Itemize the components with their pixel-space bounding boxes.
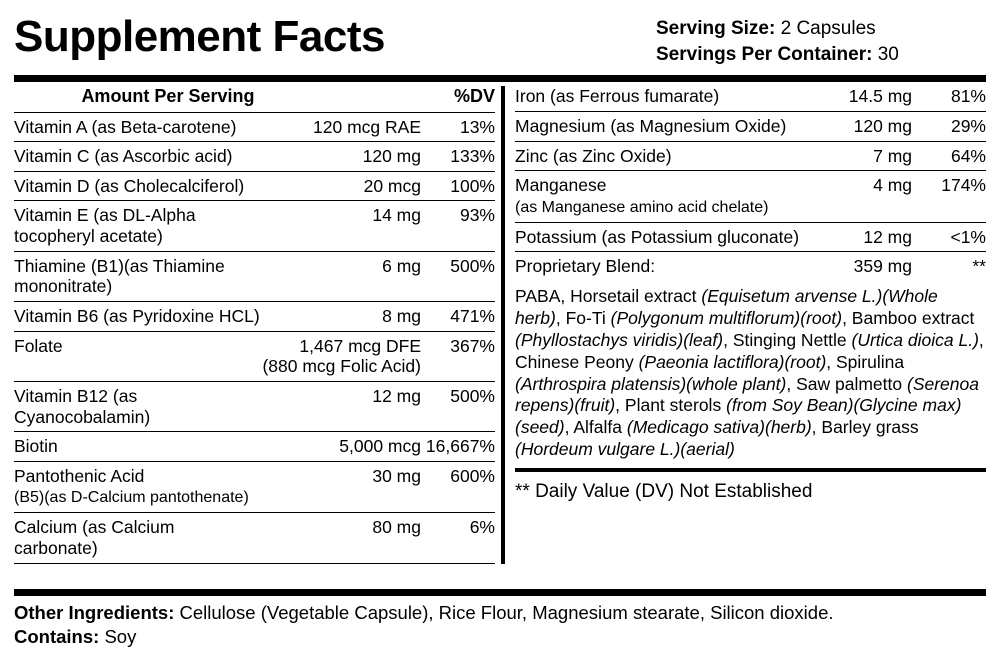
table-row — [515, 252, 986, 281]
ingredient-name: , Stinging Nettle — [723, 329, 852, 350]
nutrient-name: Pantothenic Acid — [14, 465, 145, 486]
table-row — [14, 251, 495, 301]
table-row — [14, 171, 495, 201]
nutrient-amount: 120 mcg RAE — [262, 112, 421, 142]
nutrient-name: Vitamin A (as Beta-carotene) — [14, 112, 262, 142]
table-row — [14, 201, 495, 251]
serving-size-value: 2 Capsules — [780, 18, 876, 39]
nutrient-name: Calcium (as Calcium carbonate) — [14, 513, 262, 563]
ingredient-latin-name: (Paeonia lactiflora)(root) — [638, 351, 827, 372]
ingredient-name: , Spirulina — [826, 351, 905, 372]
left-table-body — [14, 82, 495, 563]
servings-per-container-line — [656, 42, 986, 68]
nutrient-name-sub: (as Manganese amino acid chelate) — [515, 198, 769, 216]
table-row — [14, 302, 495, 332]
nutrient-amount: 14 mg — [262, 201, 421, 251]
proprietary-blend-dv: ** — [972, 256, 986, 277]
nutrient-amount: 1,467 mcg DFE — [299, 335, 421, 356]
nutrient-name: Zinc (as Zinc Oxide) — [515, 141, 840, 171]
table-row — [14, 432, 495, 462]
nutrient-name: Manganese — [515, 175, 607, 196]
amount-per-serving-header: Amount Per Serving — [14, 82, 262, 112]
amount-header-spacer — [262, 82, 421, 112]
table-row — [515, 82, 986, 111]
other-ingredients-value: Cellulose (Vegetable Capsule), Rice Flour, Magnesium stearate, Silicon dioxide. — [179, 601, 834, 623]
other-ingredients-label: Other Ingredients: — [14, 601, 175, 623]
nutrient-dv: 174% — [912, 171, 986, 223]
right-nutrient-table — [515, 82, 986, 281]
nutrient-amount-group — [262, 331, 421, 381]
nutrient-name: Vitamin E (as DL-Alpha tocopheryl acetate) — [14, 201, 262, 251]
nutrient-amount: 5,000 mcg — [262, 432, 421, 462]
nutrient-dv: <1% — [912, 222, 986, 252]
nutrient-amount: 120 mg — [840, 111, 912, 141]
table-row — [14, 513, 495, 563]
nutrient-amount: 6 mg — [262, 251, 421, 301]
nutrient-dv: 100% — [421, 171, 495, 201]
ingredient-latin-name: (Hordeum vulgare L.)(aerial) — [515, 439, 735, 460]
left-column — [14, 82, 501, 563]
right-table-body — [515, 82, 986, 281]
ingredient-name: , Bamboo extract — [842, 307, 975, 328]
nutrient-name: Vitamin D (as Cholecalciferol) — [14, 171, 262, 201]
percent-dv-header: %DV — [421, 82, 495, 112]
header-divider — [14, 75, 986, 82]
nutrient-name: Vitamin B12 (as Cyanocobalamin) — [14, 381, 262, 431]
nutrient-amount: 120 mg — [262, 142, 421, 172]
right-column — [515, 82, 986, 563]
table-row — [14, 381, 495, 431]
nutrient-dv: 64% — [912, 141, 986, 171]
nutrient-amount: 12 mg — [840, 222, 912, 252]
nutrient-name: Folate — [14, 331, 262, 381]
ingredient-latin-name: (Equisetum arvense L.)(Whole herb) — [515, 286, 938, 328]
left-nutrient-table — [14, 82, 495, 563]
proprietary-blend-amount: 359 mg — [853, 256, 912, 277]
nutrient-name: Magnesium (as Magnesium Oxide) — [515, 111, 840, 141]
nutrient-name: Iron (as Ferrous fumarate) — [515, 82, 840, 111]
ingredient-name: , Barley grass — [811, 417, 919, 438]
facts-columns — [14, 82, 986, 563]
nutrient-amount-sub: (880 mcg Folic Acid) — [262, 356, 421, 377]
nutrient-dv: 93% — [421, 201, 495, 251]
column-divider — [501, 86, 505, 563]
table-row — [14, 461, 495, 513]
nutrient-name: Vitamin B6 (as Pyridoxine HCL) — [14, 302, 262, 332]
nutrient-amount: 14.5 mg — [840, 82, 912, 111]
ingredient-name: , Alfalfa — [564, 417, 627, 438]
nutrient-name-group — [515, 171, 840, 223]
nutrient-amount: 30 mg — [262, 461, 421, 513]
ingredient-latin-name: (Medicago sativa)(herb) — [626, 417, 812, 438]
serving-size-line — [656, 16, 986, 42]
ingredient-latin-name: (from Soy Bean)(Glycine max)(seed) — [515, 395, 962, 438]
proprietary-blend-ingredients — [515, 281, 986, 472]
table-row — [14, 331, 495, 381]
nutrient-dv: 29% — [912, 111, 986, 141]
column-header-row — [14, 82, 495, 112]
table-row — [14, 142, 495, 172]
ingredient-latin-name: (Serenoa repens)(fruit) — [515, 373, 979, 416]
serving-size-label: Serving Size: — [656, 18, 776, 39]
ingredient-latin-name: (Polygonum multiflorum)(root) — [610, 307, 843, 328]
daily-value-note: ** Daily Value (DV) Not Established — [515, 481, 813, 502]
nutrient-dv: 471% — [421, 302, 495, 332]
nutrient-amount: 12 mg — [262, 381, 421, 431]
table-row — [515, 171, 986, 223]
table-row — [515, 222, 986, 252]
ingredient-latin-name: (Urtica dioica L.) — [851, 329, 979, 350]
page-title: Supplement Facts — [14, 12, 385, 61]
table-row — [515, 111, 986, 141]
table-row — [515, 141, 986, 171]
nutrient-name-sub: (B5)(as D-Calcium pantothenate) — [14, 489, 249, 507]
ingredient-latin-name: (Phyllostachys viridis)(leaf) — [515, 329, 724, 350]
nutrient-dv: 16,667% — [421, 432, 495, 462]
ingredient-name: PABA, Horsetail extract — [515, 286, 702, 306]
table-row — [14, 112, 495, 142]
nutrient-dv: 81% — [912, 82, 986, 111]
nutrient-dv: 367% — [421, 331, 495, 381]
panel-header — [14, 10, 986, 67]
servings-per-container-label: Servings Per Container: — [656, 43, 873, 65]
nutrient-amount: 7 mg — [840, 141, 912, 171]
serving-info — [656, 10, 986, 67]
ingredient-name: , Saw palmetto — [786, 373, 907, 394]
nutrient-amount: 4 mg — [840, 171, 912, 223]
ingredient-name: , Chinese Peony — [515, 329, 984, 372]
panel-footer — [14, 589, 986, 649]
nutrient-amount: 80 mg — [262, 513, 421, 563]
ingredient-name: , Fo-Ti — [555, 307, 611, 328]
nutrient-name: Potassium (as Potassium gluconate) — [515, 222, 840, 252]
nutrient-dv: 6% — [421, 513, 495, 563]
nutrient-dv: 500% — [421, 251, 495, 301]
footer-divider — [14, 589, 986, 596]
contains-value: Soy — [104, 625, 137, 647]
nutrient-name: Vitamin C (as Ascorbic acid) — [14, 142, 262, 172]
nutrient-amount: 20 mcg — [262, 171, 421, 201]
ingredient-latin-name: (Arthrospira platensis)(whole plant) — [515, 373, 787, 394]
nutrient-name: Biotin — [14, 432, 262, 462]
nutrient-dv: 133% — [421, 142, 495, 172]
servings-per-container-value: 30 — [877, 43, 899, 65]
ingredient-name: , Plant sterols — [615, 395, 727, 416]
contains-line — [14, 625, 986, 649]
nutrient-dv: 13% — [421, 112, 495, 142]
contains-label: Contains: — [14, 625, 100, 647]
proprietary-blend-name: Proprietary Blend: — [515, 256, 656, 277]
nutrient-amount: 8 mg — [262, 302, 421, 332]
nutrient-dv: 600% — [421, 461, 495, 513]
nutrient-name-group — [14, 461, 262, 513]
other-ingredients-line — [14, 601, 986, 625]
nutrient-name: Thiamine (B1)(as Thiamine mononitrate) — [14, 251, 262, 301]
nutrient-dv: 500% — [421, 381, 495, 431]
